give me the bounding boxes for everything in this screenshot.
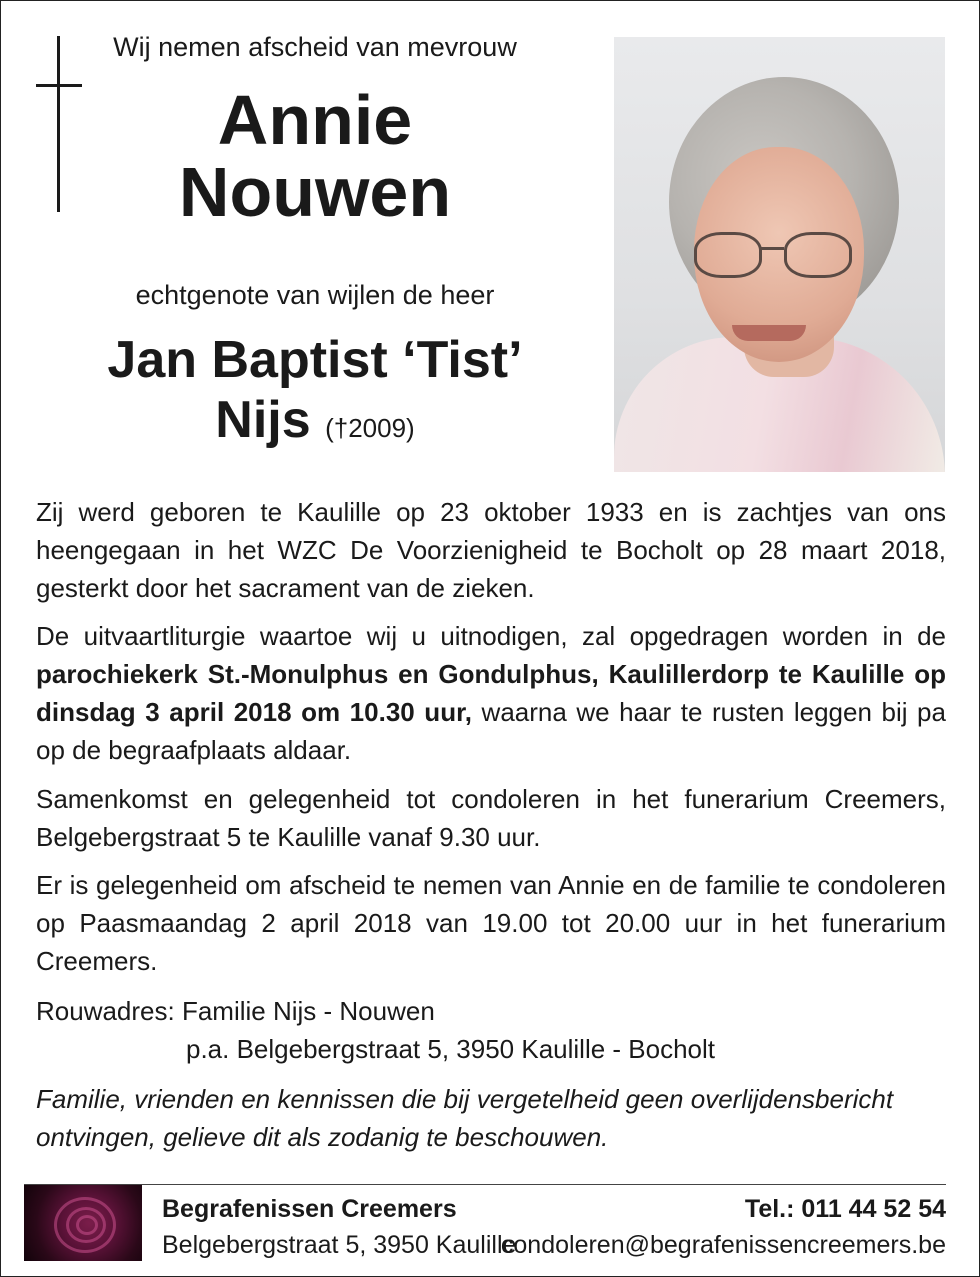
paragraph-visitation: Er is gelegenheid om afscheid te nemen van Annie en de familie te condoleren op Paasmaandag 2 april 2018 van 19.00 tot 20.00 uur in het funerarium Creemers.: [36, 870, 946, 976]
funeral-location-time: parochiekerk St.-Monulphus en Gondulphus, Kaulillerdorp te Kaulille op dinsdag 3 april 2018 om 10.30 uur,: [36, 659, 946, 727]
paragraph-funeral: [36, 617, 946, 769]
deceased-first-name: Annie: [217, 81, 413, 159]
funeral-text-end: waarna we haar te rusten leggen bij pa op de begraafplaats aldaar.: [36, 697, 946, 765]
spouse-name: [60, 330, 570, 458]
company-email: condoleren@begrafenissencreemers.be: [500, 1231, 946, 1259]
funeral-text-start: De uitvaartliturgie waartoe wij u uitnodigen, zal opgedragen worden in de: [36, 621, 946, 651]
company-phone: Tel.: 011 44 52 54: [744, 1195, 946, 1223]
address-line1: Rouwadres: Familie Nijs - Nouwen: [36, 996, 435, 1026]
spouse-name-line2: Nijs: [215, 391, 311, 449]
footer: [24, 1184, 946, 1261]
spouse-name-line1: Jan Baptist ‘Tist’: [107, 331, 523, 389]
intro-text: Wij nemen afscheid van mevrouw: [113, 32, 517, 62]
company-name: Begrafenissen Creemers: [162, 1195, 457, 1223]
deceased-last-name: Nouwen: [178, 153, 452, 231]
address-line2: p.a. Belgebergstraat 5, 3950 Kaulille - Bocholt: [186, 1034, 716, 1064]
relation-text: echtgenote van wijlen de heer: [135, 280, 495, 310]
paragraph-birth: Zij werd geboren te Kaulille op 23 oktober 1933 en is zachtjes van ons heengegaan in het WZC De Voorzienigheid te Bocholt op 28 maart 2018, gesterkt door het sacrament van de zieken.: [36, 497, 946, 603]
portrait-photo: [614, 37, 945, 472]
company-address: Belgebergstraat 5, 3950 Kaulille: [162, 1231, 517, 1259]
spouse-death-year: (†2009): [325, 413, 415, 443]
rose-image: [24, 1185, 142, 1261]
closing-note: Familie, vrienden en kennissen die bij vergetelheid geen overlijdensbericht ontvingen, gelieve dit als zodanig te beschouwen.: [36, 1084, 894, 1152]
deceased-name: [60, 81, 570, 231]
paragraph-gathering: Samenkomst en gelegenheid tot condoleren in het funerarium Creemers, Belgebergstraat 5 te Kaulille vanaf 9.30 uur.: [36, 784, 946, 852]
mourning-address: [36, 992, 946, 1068]
